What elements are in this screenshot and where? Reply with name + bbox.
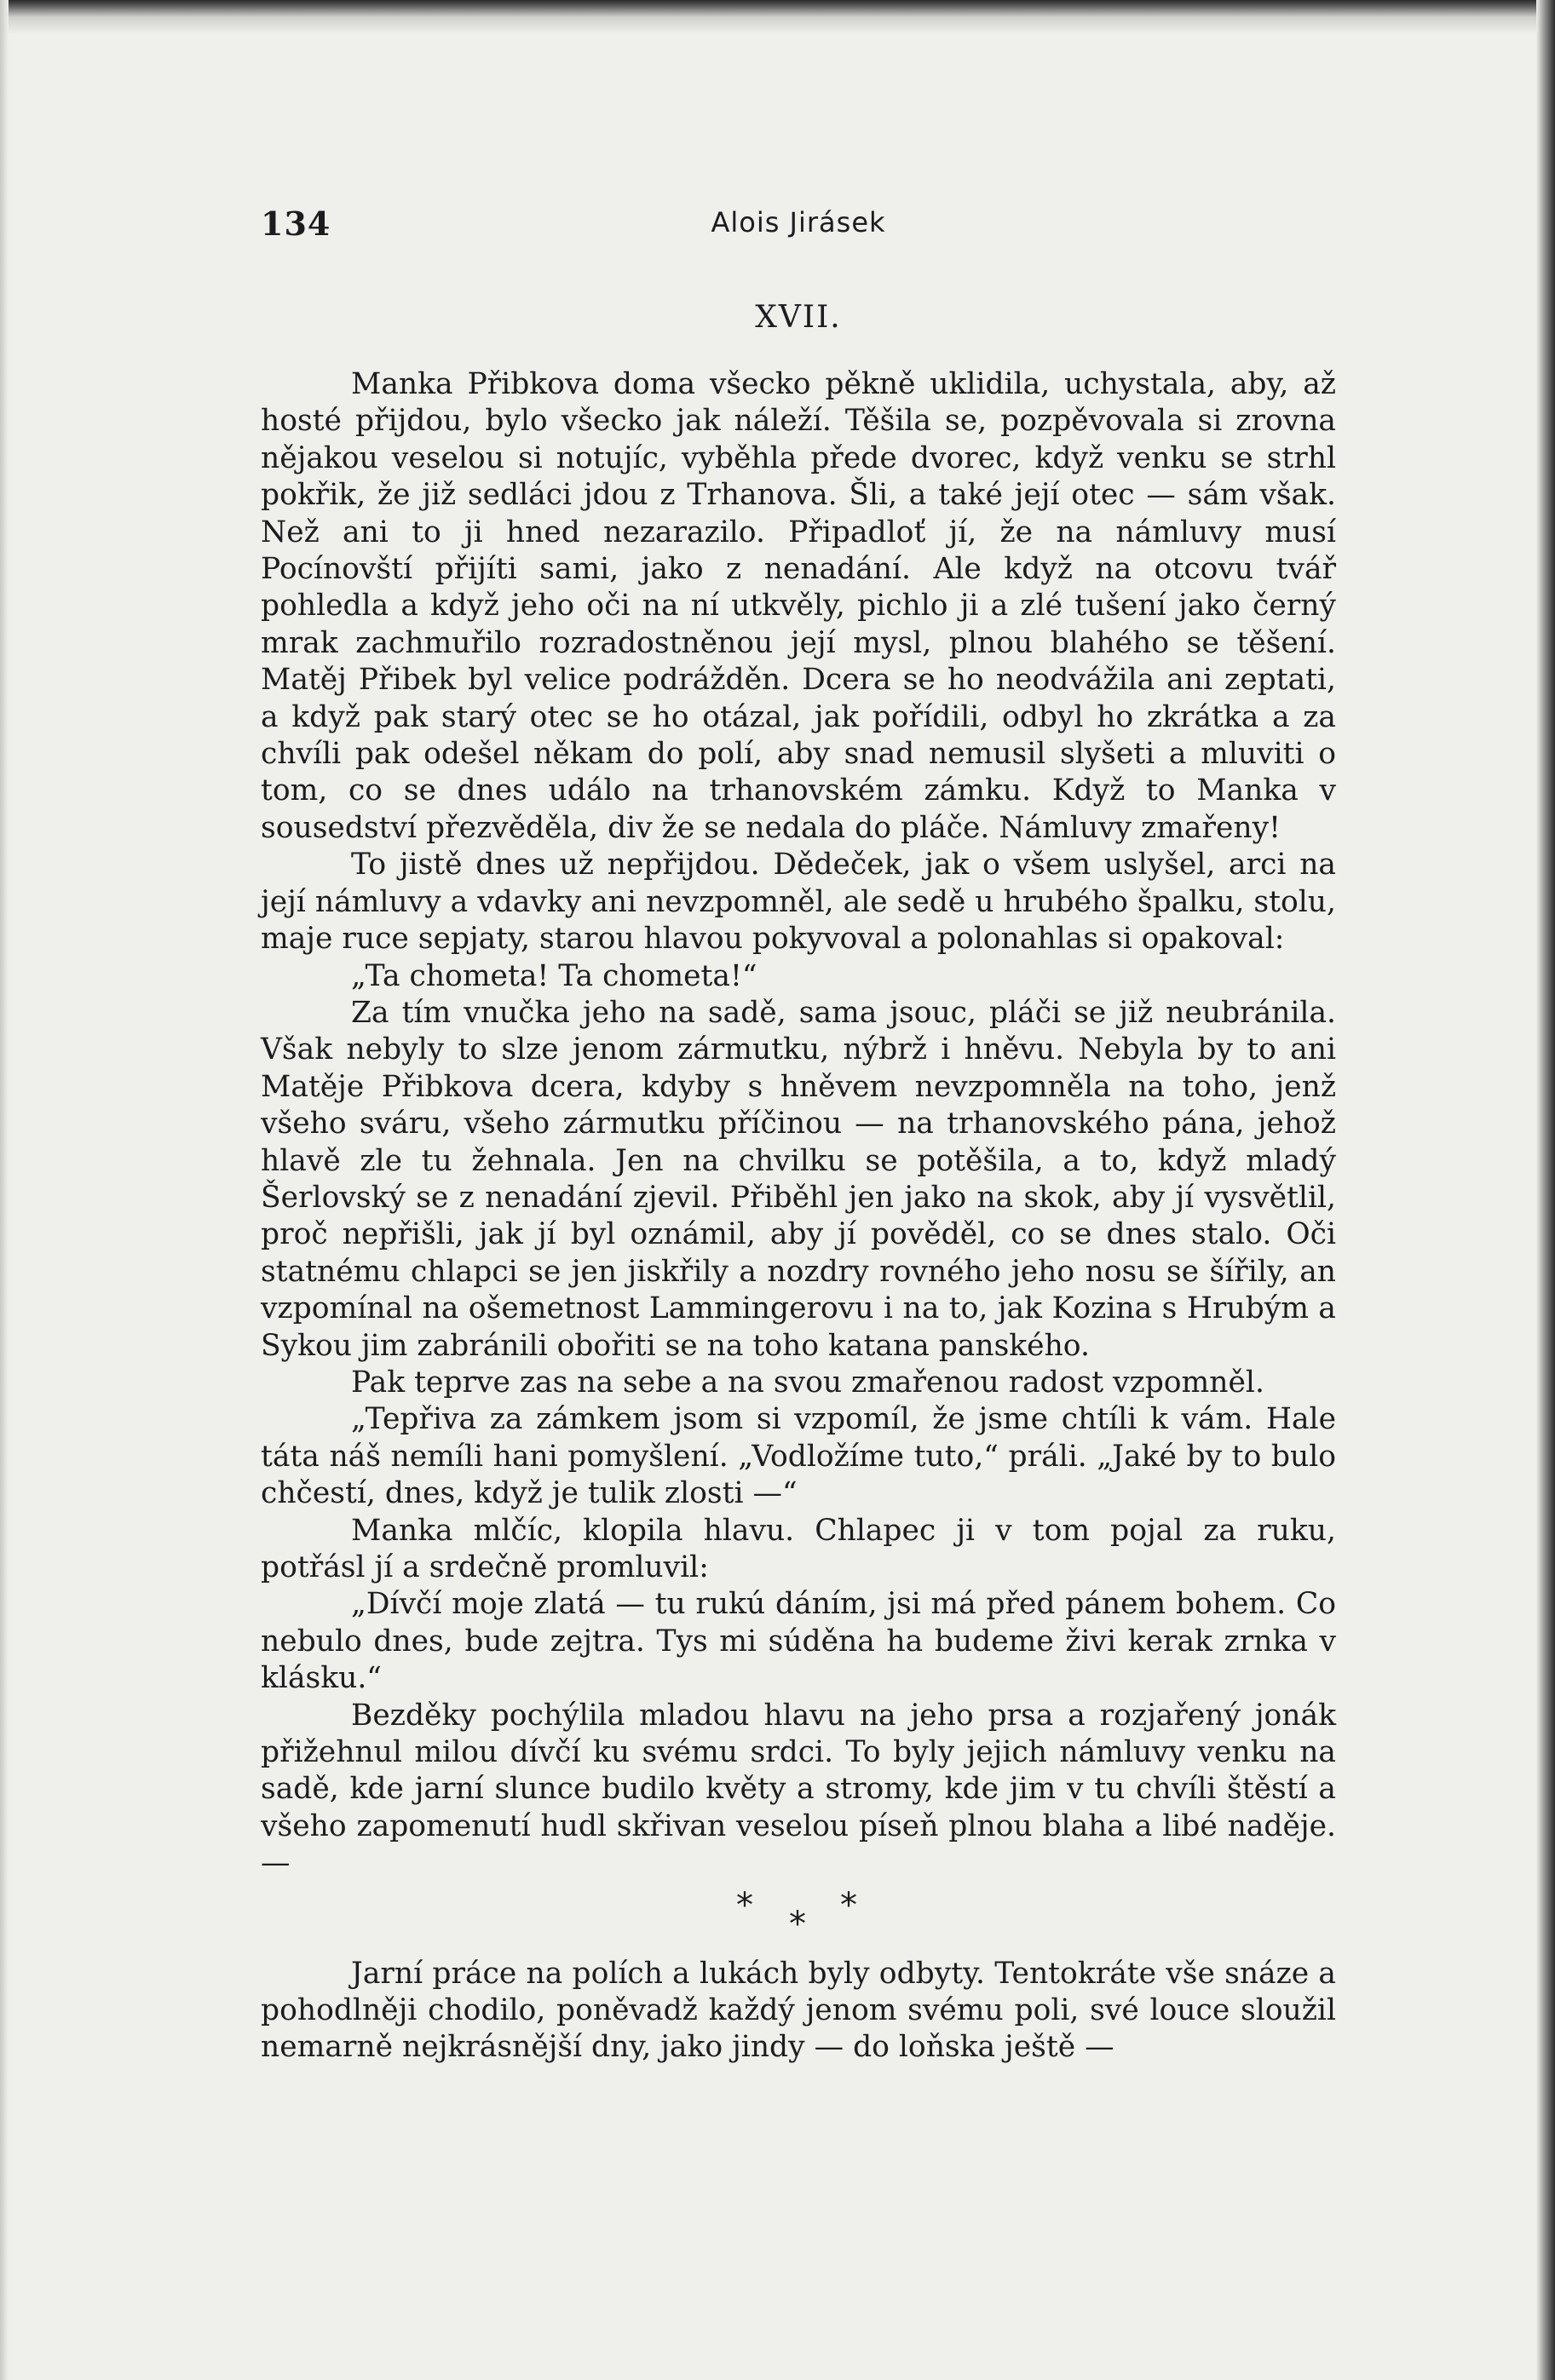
paragraph: Manka Přibkova doma všecko pěkně uklidila, uchystala, aby, až hosté přijdou, bylo všecko jak náleží. Těšila se, pozpěvovala si zrovna nějakou veselou si notujíc, vyběhla přede dvorec, když venku se strhl pokřik, že již sedláci jdou z Trhanova. Šli, a také její otec — sám však. Než ani to ji hned nezarazilo. Připadloť jí, že na námluvy musí Pocínovští přijíti sami, jako z nenadání. Ale když na otcovu tvář pohledla a když jeho oči na ní utkvěly, pichlo ji a zlé tušení jako černý mrak zachmuřilo rozradostněnou její mysl, plnou blahého se těšení. Matěj Přibek byl velice podrážděn. Dcera se ho neodvážila ani zeptati, a když pak starý otec se ho otázal, jak pořídili, odbyl ho zkrátka a za chvíli pak odešel někam do polí, aby snad nemusil slyšeti a mluviti o tom, co se dnes událo na trhanovském zámku. Když to Manka v sousedství přezvěděla, div že se nedala do pláče. Námluvy zmařeny! <box>261 367 1336 845</box>
chapter-heading: XVII. <box>755 300 842 335</box>
paragraph: „Dívčí moje zlatá — tu rukú dáním, jsi má před pánem bohem. Co nebulo dnes, bude zejtra. Tys mi súděna ha budeme živi kerak zrnka v klásku.“ <box>261 1587 1336 1696</box>
quote-line: „Ta chometa! Ta chometa!“ <box>351 958 757 993</box>
scan-top-edge <box>0 0 1555 34</box>
paragraph: Pak teprve zas na sebe a na svou zmařenou radost vzpomněl. <box>351 1365 1264 1400</box>
paragraph: Manka mlčíc, klopila hlavu. Chlapec ji v tom pojal za ruku, potřásl jí a srdečně promluvil: <box>261 1513 1336 1584</box>
page-header <box>261 204 1336 256</box>
scan-left-edge <box>0 0 9 2380</box>
paragraph: Za tím vnučka jeho na sadě, sama jsouc, pláči se již neubránila. Však nebyly to slze jenom zármutku, nýbrž i hněvu. Nebyla by to ani Matěje Přibkova dcera, kdyby s hněvem nevzpomněla na toho, jenž všeho sváru, všeho zármutku příčinou — na trhanovského pána, jehož hlavě zle tu žehnala. Jen na chvilku se potěšila, a to, když mladý Šerlovský se z nenadání zjevil. Přiběhl jen jako na skok, aby jí vysvětlil, proč nepřišli, jak jí byl oznámil, aby jí pověděl, co se dnes stalo. Oči statnému chlapci se jen jiskřily a nozdry rovného jeho nosu se šířily, an vzpomínal na ošemetnost Lammingerovu i na to, jak Kozina s Hrubým a Sykou jim zabránili obořiti se na toho katana panského. <box>261 995 1336 1363</box>
separator-star: * <box>840 1885 857 1925</box>
scan-right-edge <box>1536 0 1555 2380</box>
text-body <box>261 366 1336 2067</box>
page-number: 134 <box>261 204 331 243</box>
section-separator <box>261 1883 1336 1956</box>
paragraph: Bezděky pochýlila mladou hlavu na jeho prsa a rozjařený jonák přižehnul milou dívčí ku svému srdci. To byly jejich námluvy venku na sadě, kde jarní slunce budilo květy a stromy, kde jim v tu chvíli štěstí a všeho zapomenutí hudl skřivan veselou píseň plnou blaha a libé naděje. — <box>261 1698 1336 1881</box>
running-head: Alois Jirásek <box>711 206 886 239</box>
separator-star: * <box>789 1904 806 1944</box>
paragraph: Jarní práce na polích a lukách byly odbyty. Tentokráte vše snáze a pohodlněji chodilo, poněvadž každý jenom svému poli, své louce sloužil nemarně nejkrásnější dny, jako jindy — do loňska ještě — <box>261 1956 1336 2065</box>
paragraph: To jistě dnes už nepřijdou. Dědeček, jak o všem uslyšel, arci na její námluvy a vdavky ani nevzpomněl, ale sedě u hrubého špalku, stolu, maje ruce sepjaty, starou hlavou pokyvoval a polonahlas si opakoval: <box>261 848 1336 957</box>
separator-star: * <box>736 1885 753 1925</box>
paragraph: „Tepřiva za zámkem jsom si vzpomíl, že jsme chtíli k vám. Hale táta náš nemíli hani pomyšlení. „Vodložíme tuto,“ práli. „Jaké by to bulo chčestí, dnes, když je tulik zlosti —“ <box>261 1402 1336 1511</box>
